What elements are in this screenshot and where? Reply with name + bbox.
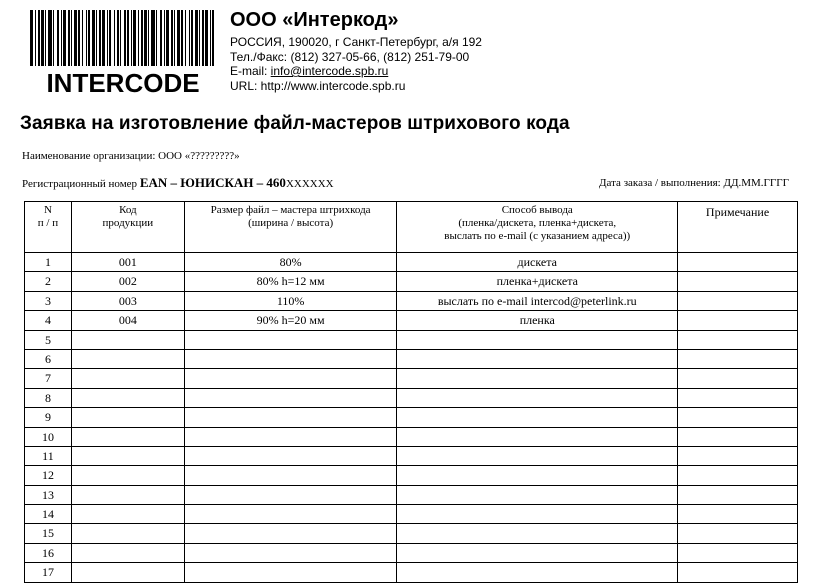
cell-output-method: пленка+дискета xyxy=(397,272,678,291)
company-url: URL: http://www.intercode.spb.ru xyxy=(230,78,406,93)
cell-file-size xyxy=(184,466,397,485)
table-row xyxy=(25,505,798,524)
cell-product-code xyxy=(71,466,184,485)
order-date-line: Дата заказа / выполнения: ДД.ММ.ГГГГ xyxy=(599,177,789,189)
company-info xyxy=(230,8,482,93)
header-output-method: Способ вывода (пленка/дискета, пленка+дискета, выслать по e-mail (с указанием адреса)) xyxy=(397,202,678,253)
cell-output-method xyxy=(397,563,678,582)
cell-output-method xyxy=(397,388,678,407)
barcode-logo-graphic xyxy=(28,10,218,96)
cell-output-method: дискета xyxy=(397,253,678,272)
table-row xyxy=(25,485,798,504)
table-row xyxy=(25,272,798,291)
cell-product-code xyxy=(71,408,184,427)
table-row xyxy=(25,563,798,582)
company-address: РОССИЯ, 190020, г Санкт-Петербург, а/я 192 xyxy=(230,35,482,49)
cell-note xyxy=(678,311,798,330)
cell-output-method xyxy=(397,446,678,465)
table-row xyxy=(25,524,798,543)
table-row xyxy=(25,349,798,368)
cell-product-code: 003 xyxy=(71,291,184,310)
cell-output-method: пленка xyxy=(397,311,678,330)
company-name: ООО «Интеркод» xyxy=(230,9,399,31)
table-row xyxy=(25,330,798,349)
cell-product-code: 002 xyxy=(71,272,184,291)
cell-output-method xyxy=(397,369,678,388)
cell-number: 4 xyxy=(25,311,72,330)
intercode-logo xyxy=(28,10,218,96)
cell-file-size xyxy=(184,349,397,368)
table-row xyxy=(25,388,798,407)
company-phone: Тел./Факс: (812) 327-05-66, (812) 251-79-00 xyxy=(230,49,470,64)
cell-number: 7 xyxy=(25,369,72,388)
cell-note xyxy=(678,253,798,272)
cell-file-size xyxy=(184,388,397,407)
cell-number: 16 xyxy=(25,543,72,562)
table-row xyxy=(25,369,798,388)
cell-file-size xyxy=(184,505,397,524)
email-link[interactable]: info@intercode.spb.ru xyxy=(270,64,389,78)
cell-number: 15 xyxy=(25,524,72,543)
cell-note xyxy=(678,427,798,446)
cell-product-code xyxy=(71,446,184,465)
cell-number: 8 xyxy=(25,388,72,407)
cell-product-code: 004 xyxy=(71,311,184,330)
cell-file-size xyxy=(184,446,397,465)
table-row xyxy=(25,408,798,427)
header-file-size: Размер файл – мастера штрихкода (ширина / высота) xyxy=(184,202,397,253)
cell-number: 2 xyxy=(25,272,72,291)
cell-number: 1 xyxy=(25,253,72,272)
cell-number: 5 xyxy=(25,330,72,349)
cell-file-size xyxy=(184,524,397,543)
cell-output-method xyxy=(397,485,678,504)
cell-number: 17 xyxy=(25,563,72,582)
cell-file-size xyxy=(184,543,397,562)
cell-product-code xyxy=(71,427,184,446)
cell-product-code xyxy=(71,349,184,368)
cell-file-size: 90% h=20 мм xyxy=(184,311,397,330)
email-label: E-mail: xyxy=(230,64,271,78)
cell-file-size xyxy=(184,330,397,349)
registration-number xyxy=(22,175,334,191)
cell-output-method xyxy=(397,505,678,524)
cell-file-size: 110% xyxy=(184,291,397,310)
header-number: N п / п xyxy=(25,202,72,253)
cell-product-code xyxy=(71,563,184,582)
cell-product-code xyxy=(71,505,184,524)
reg-suffix: XXXXXX xyxy=(285,178,334,190)
cell-number: 12 xyxy=(25,466,72,485)
table-row xyxy=(25,446,798,465)
cell-note xyxy=(678,369,798,388)
organization-line: Наименование организации: ООО «?????????» xyxy=(22,150,240,162)
cell-number: 3 xyxy=(25,291,72,310)
table-row xyxy=(25,311,798,330)
cell-output-method xyxy=(397,466,678,485)
cell-output-method xyxy=(397,524,678,543)
cell-output-method xyxy=(397,330,678,349)
reg-prefix: Регистрационный номер xyxy=(22,178,140,190)
cell-note xyxy=(678,466,798,485)
cell-note xyxy=(678,485,798,504)
cell-output-method xyxy=(397,408,678,427)
cell-file-size xyxy=(184,408,397,427)
table-row xyxy=(25,427,798,446)
cell-product-code xyxy=(71,388,184,407)
cell-number: 11 xyxy=(25,446,72,465)
cell-file-size xyxy=(184,427,397,446)
cell-product-code xyxy=(71,330,184,349)
cell-product-code xyxy=(71,524,184,543)
reg-bold: EAN – ЮНИСКАН – 460 xyxy=(139,175,286,190)
document-title: Заявка на изготовление файл-мастеров штрихового кода xyxy=(20,113,570,134)
cell-note xyxy=(678,563,798,582)
table-row xyxy=(25,543,798,562)
cell-note xyxy=(678,388,798,407)
cell-output-method xyxy=(397,349,678,368)
cell-file-size xyxy=(184,563,397,582)
cell-note xyxy=(678,524,798,543)
cell-number: 10 xyxy=(25,427,72,446)
header-note: Примечание xyxy=(678,202,798,253)
cell-product-code: 001 xyxy=(71,253,184,272)
table-row xyxy=(25,466,798,485)
cell-file-size xyxy=(184,485,397,504)
cell-file-size xyxy=(184,369,397,388)
cell-output-method xyxy=(397,427,678,446)
cell-note xyxy=(678,505,798,524)
cell-number: 9 xyxy=(25,408,72,427)
cell-note xyxy=(678,543,798,562)
cell-product-code xyxy=(71,369,184,388)
table-row xyxy=(25,291,798,310)
cell-note xyxy=(678,330,798,349)
cell-product-code xyxy=(71,485,184,504)
logo-text: INTERCODE xyxy=(46,68,200,96)
cell-note xyxy=(678,291,798,310)
cell-note xyxy=(678,349,798,368)
cell-output-method: выслать по e-mail intercod@peterlink.ru xyxy=(397,291,678,310)
cell-note xyxy=(678,408,798,427)
table-header-row xyxy=(25,202,798,253)
cell-number: 14 xyxy=(25,505,72,524)
cell-number: 13 xyxy=(25,485,72,504)
company-email-line xyxy=(230,64,482,79)
cell-number: 6 xyxy=(25,349,72,368)
cell-note xyxy=(678,446,798,465)
cell-output-method xyxy=(397,543,678,562)
order-table xyxy=(24,201,798,583)
cell-note xyxy=(678,272,798,291)
cell-file-size: 80% h=12 мм xyxy=(184,272,397,291)
cell-product-code xyxy=(71,543,184,562)
table-row xyxy=(25,253,798,272)
header-product-code: Код продукции xyxy=(71,202,184,253)
cell-file-size: 80% xyxy=(184,253,397,272)
